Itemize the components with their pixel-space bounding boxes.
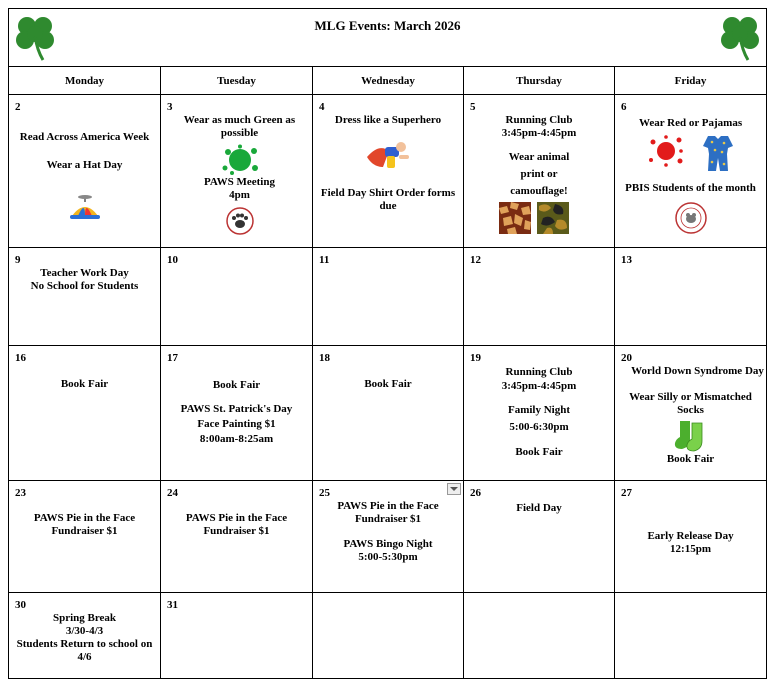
event-text: 5:00-5:30pm — [358, 551, 418, 563]
green-paint-splat-icon — [220, 144, 260, 176]
event-text: Wear Red or Pajamas — [638, 117, 743, 129]
calendar-title-cell — [9, 9, 767, 67]
event-text: PAWS Pie in the Face Fundraiser $1 — [337, 500, 439, 525]
day-header-wednesday: Wednesday — [313, 67, 464, 95]
shamrock-icon — [718, 12, 762, 62]
empty-cell — [313, 593, 464, 679]
event-text: Field Day Shirt Order forms due — [320, 187, 456, 212]
day-cell-31 — [161, 593, 313, 679]
day-cell-25 — [313, 481, 464, 593]
day-number: 25 — [319, 487, 330, 499]
calendar-table — [8, 8, 767, 679]
day-cell-12 — [464, 248, 615, 346]
event-text: Field Day — [516, 502, 562, 514]
camouflage-print-icon — [537, 202, 569, 234]
propeller-hat-icon — [68, 194, 102, 222]
empty-cell — [464, 593, 615, 679]
event-text: Book Fair — [515, 446, 563, 458]
event-text: print or — [520, 168, 558, 180]
event-text: 12:15pm — [670, 543, 711, 555]
event-text: Wear Silly or Mismatched Socks — [629, 391, 752, 416]
day-cell-3 — [161, 95, 313, 248]
day-cell-9 — [9, 248, 161, 346]
event-text: Running Club — [505, 114, 573, 126]
day-cell-27 — [615, 481, 767, 593]
day-cell-5 — [464, 95, 615, 248]
event-text: Dress like a Superhero — [334, 114, 442, 126]
event-text: 3:45pm-4:45pm — [501, 380, 577, 392]
day-number: 2 — [15, 101, 21, 113]
event-text: PAWS Pie in the Face Fundraiser $1 — [33, 512, 136, 537]
event-text: Book Fair — [666, 453, 715, 465]
event-text: 3/30-4/3 — [65, 625, 104, 637]
day-cell-13 — [615, 248, 767, 346]
event-text: PAWS Meeting — [204, 176, 275, 188]
day-header-tuesday: Tuesday — [161, 67, 313, 95]
socks-icon — [672, 419, 710, 453]
event-text: Wear animal — [508, 151, 570, 163]
day-cell-18 — [313, 346, 464, 481]
day-cell-30 — [9, 593, 161, 679]
day-number: 12 — [470, 254, 481, 266]
event-text: 8:00am-8:25am — [199, 433, 274, 445]
day-cell-6 — [615, 95, 767, 248]
paw-print-logo-icon — [225, 206, 255, 236]
day-number: 5 — [470, 101, 476, 113]
shamrock-icon — [13, 12, 57, 62]
day-cell-19 — [464, 346, 615, 481]
event-text: PAWS Pie in the Face Fundraiser $1 — [185, 512, 288, 537]
day-number: 3 — [167, 101, 173, 113]
day-number: 9 — [15, 254, 21, 266]
day-number: 20 — [621, 352, 632, 364]
day-cell-23 — [9, 481, 161, 593]
empty-cell — [615, 593, 767, 679]
event-text: No School for Students — [30, 280, 139, 292]
event-text: Spring Break — [52, 612, 117, 624]
day-number: 17 — [167, 352, 178, 364]
event-text: Students Return to school on 4/6 — [16, 638, 153, 663]
event-text: World Down Syndrome Day — [631, 365, 764, 377]
school-seal-icon — [674, 201, 708, 235]
day-header-monday: Monday — [9, 67, 161, 95]
day-cell-10 — [161, 248, 313, 346]
event-text: Running Club — [505, 366, 573, 378]
superhero-icon — [365, 137, 411, 173]
day-cell-16 — [9, 346, 161, 481]
day-number: 10 — [167, 254, 178, 266]
day-header-friday: Friday — [615, 67, 767, 95]
event-text: 4pm — [229, 189, 250, 201]
pajamas-icon — [702, 134, 734, 172]
day-number: 26 — [470, 487, 481, 499]
page-title: MLG Events: March 2026 — [314, 18, 461, 33]
event-text: 5:00-6:30pm — [509, 421, 569, 433]
event-text: PBIS Students of the month — [625, 182, 756, 194]
day-number: 13 — [621, 254, 632, 266]
day-cell-4 — [313, 95, 464, 248]
day-cell-17 — [161, 346, 313, 481]
event-text: Book Fair — [212, 379, 261, 391]
day-cell-11 — [313, 248, 464, 346]
event-text: Face Painting $1 — [197, 418, 276, 430]
red-paint-splat-icon — [647, 134, 685, 168]
event-text: Wear as much Green as possible — [183, 114, 296, 139]
event-text: Family Night — [507, 404, 571, 416]
day-cell-2 — [9, 95, 161, 248]
dropdown-arrow-button[interactable] — [447, 483, 461, 495]
day-header-thursday: Thursday — [464, 67, 615, 95]
day-cell-24 — [161, 481, 313, 593]
day-cell-26 — [464, 481, 615, 593]
day-number: 4 — [319, 101, 325, 113]
event-text: Early Release Day — [647, 530, 734, 542]
event-text: camouflage! — [510, 185, 568, 197]
day-number: 16 — [15, 352, 26, 364]
giraffe-print-icon — [499, 202, 531, 234]
event-text: 3:45pm-4:45pm — [501, 127, 577, 139]
day-number: 11 — [319, 254, 330, 266]
day-number: 27 — [621, 487, 632, 499]
event-text: Book Fair — [364, 378, 412, 390]
day-number: 18 — [319, 352, 330, 364]
day-number: 23 — [15, 487, 26, 499]
event-text: Teacher Work Day — [40, 267, 129, 279]
day-number: 31 — [167, 599, 178, 611]
event-text: Wear a Hat Day — [46, 159, 123, 171]
day-number: 19 — [470, 352, 481, 364]
event-text: Book Fair — [60, 378, 109, 390]
event-text: PAWS St. Patrick's Day — [180, 403, 293, 415]
event-text: PAWS Bingo Night — [343, 538, 433, 550]
day-cell-20 — [615, 346, 767, 481]
day-number: 30 — [15, 599, 26, 611]
event-text: Read Across America Week — [19, 131, 150, 143]
day-number: 24 — [167, 487, 178, 499]
day-number: 6 — [621, 101, 627, 113]
